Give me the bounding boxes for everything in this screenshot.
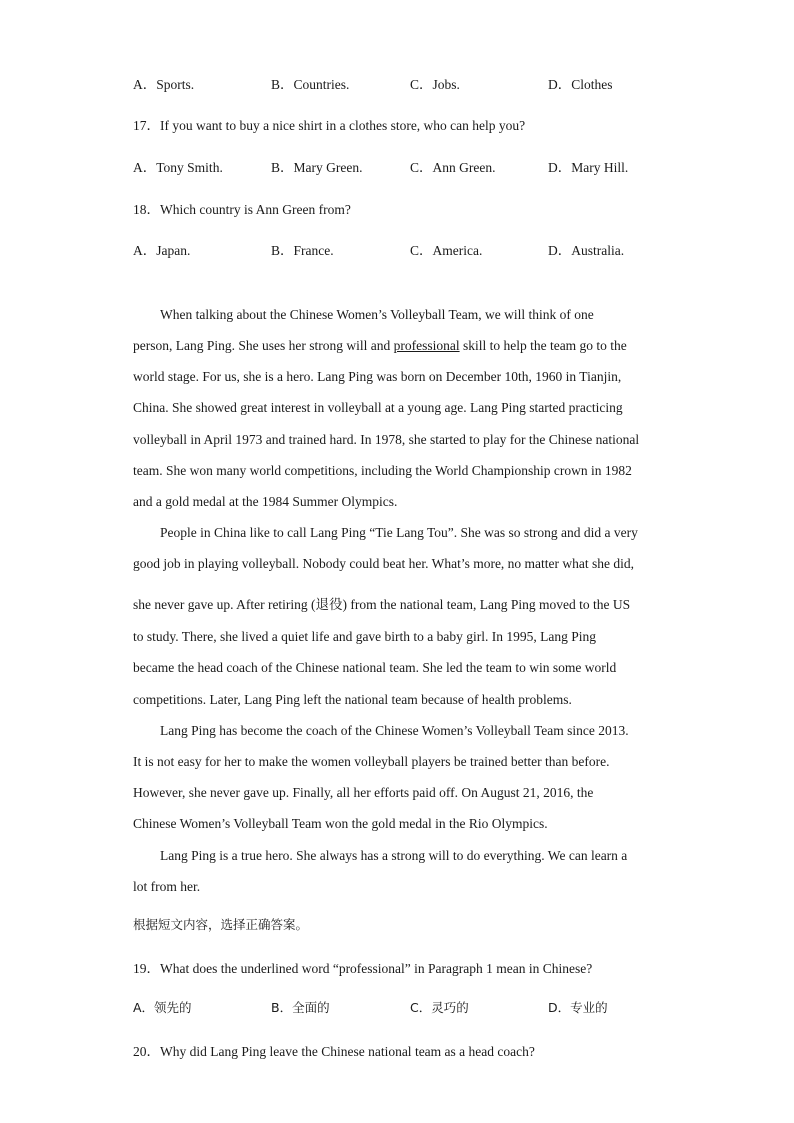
passage-p1-line-4: China. She showed great interest in volleyball at a young age. Lang Ping started practicing [133, 400, 623, 415]
q19-option-b[interactable]: B．全面的 [271, 1000, 330, 1015]
q18-options [133, 239, 693, 257]
passage-p1-line-3: world stage. For us, she is a hero. Lang Ping was born on December 10th, 1960 in Tianjin, [133, 369, 622, 384]
q16-options [133, 73, 693, 91]
q16-option-c[interactable]: C．Jobs. [410, 77, 460, 92]
q19-option-a[interactable]: A．领先的 [133, 1000, 192, 1015]
passage-text: skill to help the team go to the [459, 338, 627, 353]
passage-p2-line-5: became the head coach of the Chinese national team. She led the team to win some world [133, 660, 617, 675]
passage-p1-line-5: volleyball in April 1973 and trained hard. In 1978, she started to play for the Chinese national [133, 432, 640, 447]
q16-option-d[interactable]: D．Clothes [548, 77, 613, 92]
passage-p3-line-2: It is not easy for her to make the women volleyball players be trained better than before. [133, 754, 610, 769]
q18-question: 18．Which country is Ann Green from? [133, 202, 351, 217]
passage-p2-line-6: competitions. Later, Lang Ping left the national team because of health problems. [133, 692, 572, 707]
instruction-text: 根据短文内容，选择正确答案。 [133, 917, 309, 932]
passage-p1-line-1: When talking about the Chinese Women’s Volleyball Team, we will think of one [160, 307, 594, 322]
passage-p2-line-1: People in China like to call Lang Ping “Tie Lang Tou”. She was so strong and did a very [160, 525, 638, 540]
passage-p4-line-1: Lang Ping is a true hero. She always has a strong will to do everything. We can learn a [160, 848, 628, 863]
q17-option-d[interactable]: D．Mary Hill. [548, 160, 629, 175]
passage-p3-line-4: Chinese Women’s Volleyball Team won the gold medal in the Rio Olympics. [133, 816, 548, 831]
q19-option-d[interactable]: D．专业的 [548, 1000, 608, 1015]
q18-option-a[interactable]: A．Japan. [133, 243, 191, 258]
passage-p4-line-2: lot from her. [133, 879, 201, 894]
q19-question: 19．What does the underlined word “professional” in Paragraph 1 mean in Chinese? [133, 961, 593, 976]
q19-options [133, 998, 693, 1016]
q16-option-a[interactable]: A．Sports. [133, 77, 195, 92]
passage-p3-line-3: However, she never gave up. Finally, all her efforts paid off. On August 21, 2016, the [133, 785, 594, 800]
q19-option-c[interactable]: C．灵巧的 [410, 1000, 469, 1015]
q18-option-b[interactable]: B．France. [271, 243, 334, 258]
passage-p3-line-1: Lang Ping has become the coach of the Chinese Women’s Volleyball Team since 2013. [160, 723, 629, 738]
q17-options [133, 156, 693, 174]
passage-p1-line-7: and a gold medal at the 1984 Summer Olympics. [133, 494, 398, 509]
q18-option-d[interactable]: D．Australia. [548, 243, 625, 258]
q20-question: 20．Why did Lang Ping leave the Chinese national team as a head coach? [133, 1044, 535, 1059]
passage-text: person, Lang Ping. She uses her strong will and [133, 338, 394, 353]
q17-option-b[interactable]: B．Mary Green. [271, 160, 363, 175]
q18-option-c[interactable]: C．America. [410, 243, 483, 258]
passage-p1-line-6: team. She won many world competitions, including the World Championship crown in 1982 [133, 463, 632, 478]
q17-option-a[interactable]: A．Tony Smith. [133, 160, 223, 175]
passage-p2-line-3: she never gave up. After retiring (退役) from the national team, Lang Ping moved to the US [133, 597, 631, 612]
q16-option-b[interactable]: B．Countries. [271, 77, 350, 92]
passage-p2-line-4: to study. There, she lived a quiet life and gave birth to a baby girl. In 1995, Lang Ping [133, 629, 597, 644]
underlined-word-professional: professional [393, 338, 460, 353]
passage-p2-line-2: good job in playing volleyball. Nobody could beat her. What’s more, no matter what she did, [133, 556, 635, 571]
passage-p1-line-2 [133, 338, 663, 354]
q17-option-c[interactable]: C．Ann Green. [410, 160, 496, 175]
q17-question: 17．If you want to buy a nice shirt in a clothes store, who can help you? [133, 118, 526, 133]
